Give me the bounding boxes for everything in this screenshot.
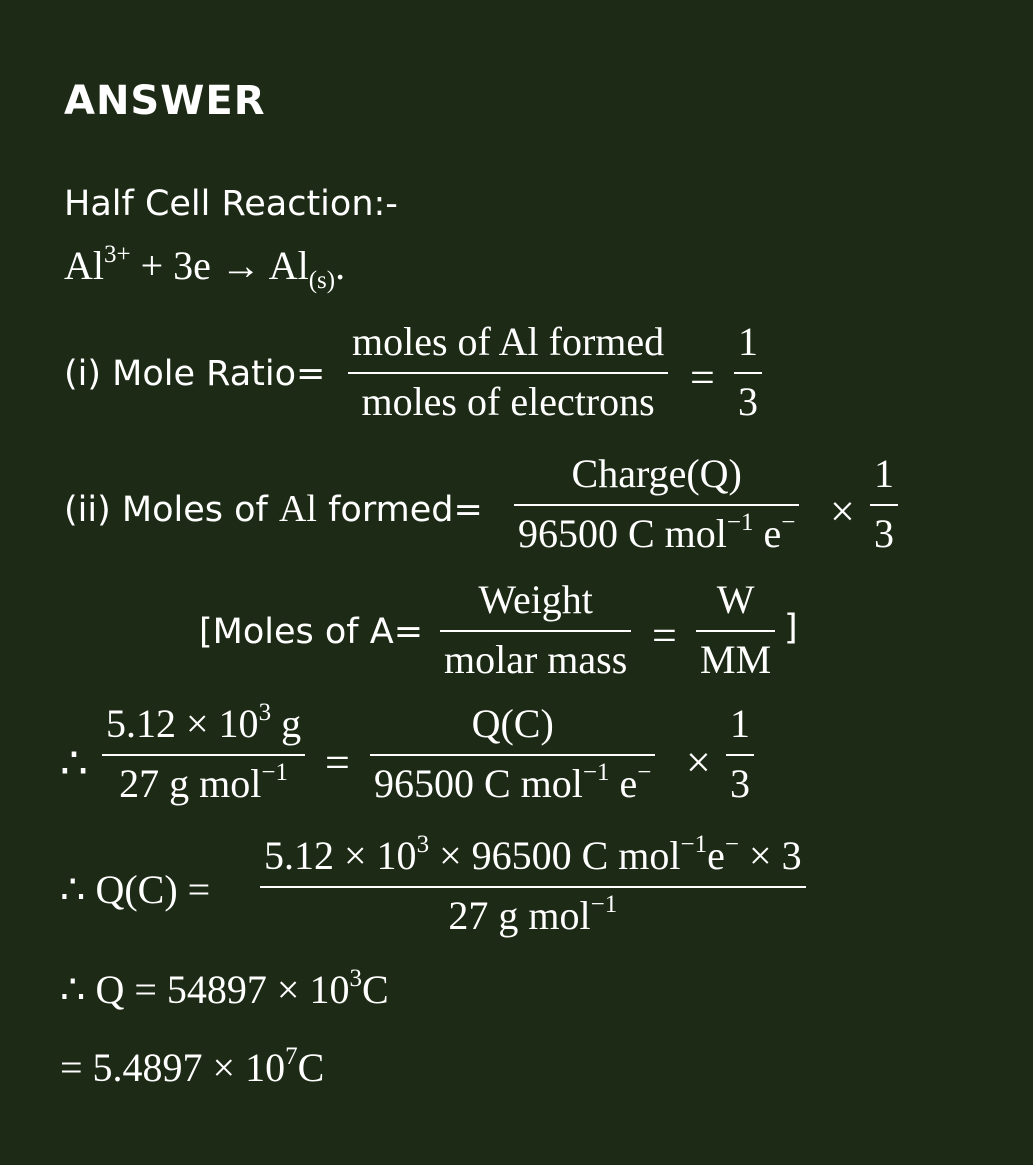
- fraction-denominator: 27 g mol$^{-1}$: [119, 758, 288, 806]
- equals-sign: =: [325, 738, 350, 787]
- ratio-value-fraction: [734, 320, 762, 424]
- fraction-numerator: W: [716, 577, 755, 622]
- reaction-middle: + 3e → Al: [130, 243, 309, 288]
- charge-calculation-fraction: [260, 831, 806, 938]
- mole-ratio-label: (i) Mole Ratio=: [64, 354, 326, 394]
- times-sign: ×: [830, 487, 855, 536]
- fraction-denominator: 96500 C mol$^{-1}$ e−: [518, 508, 796, 556]
- mole-ratio-fraction: [348, 320, 668, 424]
- fraction-bar: [514, 504, 799, 506]
- fraction-bar: [870, 504, 898, 506]
- state-subscript: (s): [308, 267, 336, 294]
- exponent: 3: [349, 965, 362, 992]
- label-symbol: Al: [278, 488, 317, 530]
- moles-formed-label: [64, 487, 483, 531]
- fraction-numerator: Weight: [478, 577, 593, 622]
- reactant-ion: Al: [64, 243, 104, 288]
- fraction-bar: [696, 630, 775, 632]
- fraction-bar: [348, 372, 668, 374]
- fraction-numerator: 1: [730, 701, 750, 746]
- fraction-denominator: moles of electrons: [361, 378, 655, 424]
- label-part: (ii) Moles of: [64, 490, 279, 530]
- answer-heading: ANSWER: [64, 78, 266, 124]
- times-sign: ×: [686, 738, 711, 787]
- fraction-bar: [440, 630, 631, 632]
- moles-definition-label: [Moles of A=: [199, 612, 424, 652]
- ion-charge: 3+: [104, 241, 131, 268]
- mass-fraction: [102, 699, 305, 806]
- fraction-numerator: 1: [874, 451, 894, 496]
- fraction-denominator: MM: [700, 636, 772, 682]
- fraction-numerator: 1: [738, 319, 758, 364]
- fraction-denominator: 3: [730, 760, 750, 806]
- fraction-numerator: Charge(Q): [571, 451, 742, 496]
- half-cell-label: Half Cell Reaction:-: [64, 184, 398, 224]
- fraction-bar: [726, 754, 754, 756]
- fraction-denominator: 96500 C mol$^{-1}$ e−: [374, 758, 652, 806]
- weight-fraction: [440, 578, 631, 682]
- charge-lhs: ∴ Q(C) =: [60, 867, 211, 912]
- fraction-numerator: moles of Al formed: [352, 319, 665, 364]
- final-answer-line: = $5.4897 \times 10^7C$: [60, 1043, 325, 1090]
- charge-result-line: ∴ $Q = 54897 \times 10^3C$: [60, 965, 389, 1012]
- half-cell-equation: [64, 241, 346, 294]
- therefore-symbol: ∴: [60, 739, 88, 788]
- label-part: formed=: [316, 490, 483, 530]
- w-over-mm-fraction: [696, 578, 775, 682]
- charge-faraday-fraction: [370, 702, 655, 806]
- fraction-bar: [370, 754, 655, 756]
- reaction-end: .: [335, 243, 346, 288]
- charge-fraction: [514, 452, 799, 556]
- fraction-denominator: 3: [738, 378, 758, 424]
- equals-sign: =: [690, 353, 715, 402]
- fraction-numerator: Q(C): [471, 701, 554, 746]
- fraction-numerator: $5.12 \times 10^3 \times 96500$ C mol$^{-1}$e− × 3: [264, 831, 802, 878]
- fraction-denominator: molar mass: [444, 636, 628, 682]
- fraction-bar: [102, 754, 305, 756]
- exponent: 7: [285, 1043, 298, 1070]
- fraction-numerator: $5.12 \times 10^3$ g: [106, 699, 302, 746]
- one-third-fraction: [726, 702, 754, 806]
- equals-sign: =: [652, 611, 677, 660]
- fraction-bar: [260, 886, 806, 888]
- fraction-denominator: 27 g mol$^{-1}$: [448, 890, 618, 938]
- fraction-denominator: 3: [874, 510, 894, 556]
- closing-bracket: ]: [784, 608, 798, 648]
- fraction-bar: [734, 372, 762, 374]
- one-third-fraction: [870, 452, 898, 556]
